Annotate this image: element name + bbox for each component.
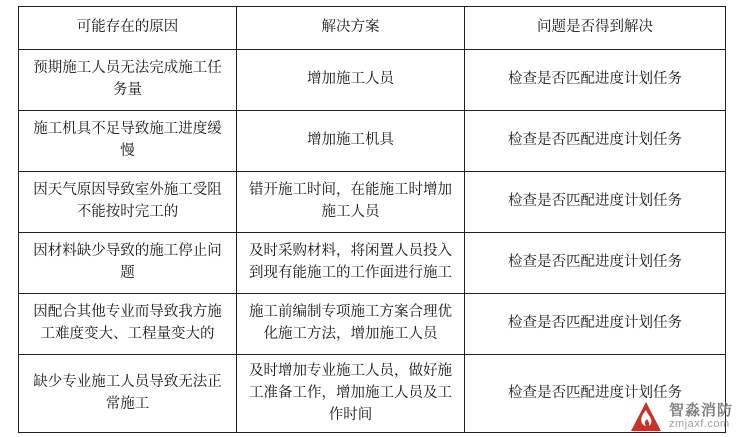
cell-cause: 因材料缺少导致的施工停止问题 bbox=[19, 233, 237, 294]
cell-solution: 及时增加专业施工人员，做好施工准备工作，增加施工人员及工作时间 bbox=[237, 355, 465, 433]
cell-solution: 增加施工机具 bbox=[237, 111, 465, 172]
cell-verify: 检查是否匹配进度计划任务 bbox=[465, 50, 726, 111]
cell-cause: 缺少专业施工人员导致无法正常施工 bbox=[19, 355, 237, 433]
table-row bbox=[19, 172, 726, 233]
table-row bbox=[19, 50, 726, 111]
column-header-verify: 问题是否得到解决 bbox=[465, 7, 726, 50]
cell-verify: 检查是否匹配进度计划任务 bbox=[465, 111, 726, 172]
watermark-subtitle: zmjaxf.com bbox=[668, 418, 730, 431]
table-header-row bbox=[19, 7, 726, 50]
column-header-solution: 解决方案 bbox=[237, 7, 465, 50]
cell-solution: 及时采购材料，将闲置人员投入到现有能施工的工作面进行施工 bbox=[237, 233, 465, 294]
causes-solutions-table bbox=[18, 6, 726, 433]
watermark-title: 智淼消防 bbox=[668, 402, 733, 420]
cell-verify: 检查是否匹配进度计划任务 bbox=[465, 294, 726, 355]
flame-logo-icon bbox=[629, 401, 663, 433]
cell-solution: 增加施工人员 bbox=[237, 50, 465, 111]
watermark-text bbox=[669, 403, 733, 430]
cell-solution: 错开施工时间，在能施工时增加施工人员 bbox=[237, 172, 465, 233]
document-sheet bbox=[18, 6, 725, 433]
table-row bbox=[19, 233, 726, 294]
cell-cause: 因配合其他专业而导致我方施工难度变大、工程量变大的 bbox=[19, 294, 237, 355]
table-header bbox=[19, 7, 726, 50]
table-body bbox=[19, 50, 726, 433]
table-row bbox=[19, 294, 726, 355]
cell-verify: 检查是否匹配进度计划任务 bbox=[465, 172, 726, 233]
cell-cause: 预期施工人员无法完成施工任务量 bbox=[19, 50, 237, 111]
cell-verify: 检查是否匹配进度计划任务 bbox=[465, 233, 726, 294]
cell-verify: 检查是否匹配进度计划任务 bbox=[465, 355, 726, 433]
table-row bbox=[19, 355, 726, 433]
column-header-cause: 可能存在的原因 bbox=[19, 7, 237, 50]
table-row bbox=[19, 111, 726, 172]
watermark bbox=[629, 401, 733, 433]
cell-cause: 因天气原因导致室外施工受阻不能按时完工的 bbox=[19, 172, 237, 233]
cell-cause: 施工机具不足导致施工进度缓慢 bbox=[19, 111, 237, 172]
cell-solution: 施工前编制专项施工方案合理优化施工方法，增加施工人员 bbox=[237, 294, 465, 355]
